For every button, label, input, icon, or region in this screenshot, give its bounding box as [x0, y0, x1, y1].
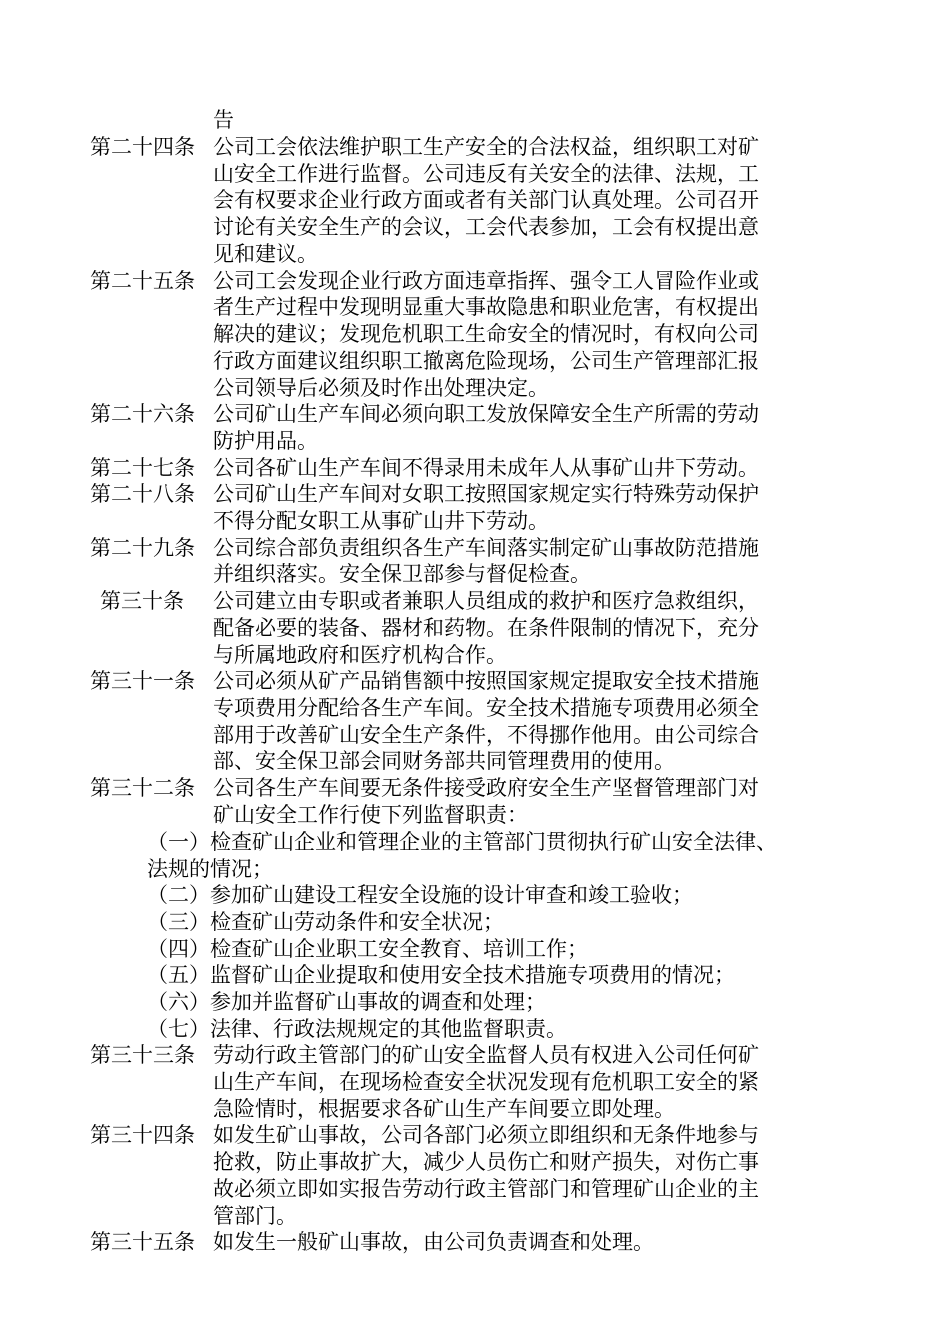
text-line: 配备必要的装备、器材和药物。在条件限制的情况下，充分	[213, 616, 759, 640]
article-number: 第二十九条	[90, 536, 195, 560]
text-line: 会有权要求企业行政方面或者有关部门认真处理。公司召开	[213, 188, 759, 212]
article-number: 第三十四条	[90, 1123, 195, 1147]
text-line: 公司工会发现企业行政方面违章指挥、强令工人冒险作业或	[213, 269, 759, 293]
text-line: 公司各矿山生产车间不得录用未成年人从事矿山井下劳动。	[213, 456, 759, 480]
text-line: 见和建议。	[213, 242, 318, 266]
text-line: （四）检查矿山企业职工安全教育、培训工作；	[147, 937, 588, 961]
text-line: （一）检查矿山企业和管理企业的主管部门贯彻执行矿山安全法律、	[147, 830, 777, 854]
article-number: 第二十八条	[90, 482, 195, 506]
text-line: 矿山安全工作行使下列监督职责：	[213, 803, 528, 827]
text-line: 告	[213, 108, 234, 132]
text-line: （二）参加矿山建设工程安全设施的设计审查和竣工验收；	[147, 883, 693, 907]
text-line: 行政方面建议组织职工撤离危险现场，公司生产管理部汇报	[213, 349, 759, 373]
text-line: 劳动行政主管部门的矿山安全监督人员有权进入公司任何矿	[213, 1043, 759, 1067]
text-line: 如发生一般矿山事故，由公司负责调查和处理。	[213, 1230, 654, 1254]
text-line: 讨论有关安全生产的会议，工会代表参加，工会有权提出意	[213, 215, 759, 239]
article-number: 第二十七条	[90, 456, 195, 480]
article-number: 第二十四条	[90, 135, 195, 159]
text-line: 与所属地政府和医疗机构合作。	[213, 643, 507, 667]
text-line: 公司矿山生产车间对女职工按照国家规定实行特殊劳动保护	[213, 482, 759, 506]
text-line: 故必须立即如实报告劳动行政主管部门和管理矿山企业的主	[213, 1177, 759, 1201]
text-line: 防护用品。	[213, 429, 318, 453]
text-line: 并组织落实。安全保卫部参与督促检查。	[213, 562, 591, 586]
text-line: 公司必须从矿产品销售额中按照国家规定提取安全技术措施	[213, 669, 759, 693]
text-line: 抢救，防止事故扩大，减少人员伤亡和财产损失，对伤亡事	[213, 1150, 759, 1174]
text-line: 公司各生产车间要无条件接受政府安全生产坚督管理部门对	[213, 776, 759, 800]
text-line: （七）法律、行政法规规定的其他监督职责。	[147, 1017, 567, 1041]
text-line: 管部门。	[213, 1204, 297, 1228]
article-number: 第三十三条	[90, 1043, 195, 1067]
text-line: 山生产车间，在现场检查安全状况发现有危机职工安全的紧	[213, 1070, 759, 1094]
text-line: （五）监督矿山企业提取和使用安全技术措施专项费用的情况；	[147, 963, 735, 987]
text-line: 者生产过程中发现明显重大事故隐患和职业危害，有权提出	[213, 295, 759, 319]
text-line: 专项费用分配给各生产车间。安全技术措施专项费用必须全	[213, 696, 759, 720]
text-line: 公司矿山生产车间必须向职工发放保障安全生产所需的劳动	[213, 402, 759, 426]
text-line: 急险情时，根据要求各矿山生产车间要立即处理。	[213, 1097, 675, 1121]
text-line: 如发生矿山事故，公司各部门必须立即组织和无条件地参与	[213, 1123, 759, 1147]
article-number: 第三十二条	[90, 776, 195, 800]
article-number: 第三十五条	[90, 1230, 195, 1254]
text-line: 公司领导后必须及时作出处理决定。	[213, 376, 549, 400]
article-number: 第二十六条	[90, 402, 195, 426]
text-line: 解决的建议；发现危机职工生命安全的情况时，有权向公司	[213, 322, 759, 346]
article-number: 第二十五条	[90, 269, 195, 293]
text-line: 山安全工作进行监督。公司违反有关安全的法律、法规，工	[213, 162, 759, 186]
text-line: 法规的情况；	[147, 857, 273, 881]
text-line: （六）参加并监督矿山事故的调查和处理；	[147, 990, 546, 1014]
article-number: 第三十条	[100, 589, 184, 613]
article-number: 第三十一条	[90, 669, 195, 693]
text-line: 部用于改善矿山安全生产条件，不得挪作他用。由公司综合	[213, 723, 759, 747]
text-line: 部、安全保卫部会同财务部共同管理费用的使用。	[213, 749, 675, 773]
text-line: 公司综合部负责组织各生产车间落实制定矿山事故防范措施	[213, 536, 759, 560]
text-line: 公司工会依法维护职工生产安全的合法权益，组织职工对矿	[213, 135, 759, 159]
text-line: 不得分配女职工从事矿山井下劳动。	[213, 509, 549, 533]
text-line: （三）检查矿山劳动条件和安全状况；	[147, 910, 504, 934]
text-line: 公司建立由专职或者兼职人员组成的救护和医疗急救组织，	[213, 589, 759, 613]
